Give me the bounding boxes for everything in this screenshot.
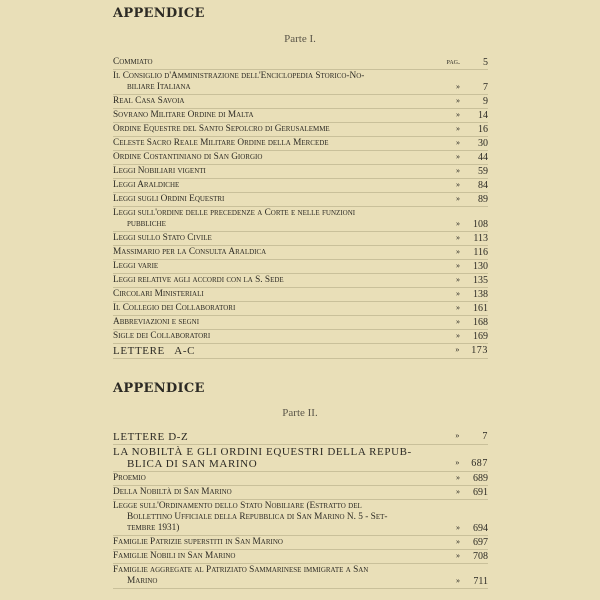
toc-entry: Ordine Costantiniano di San Giorgio » 44 [113,152,488,163]
part-1-label: Parte I. [284,33,316,45]
toc-entry: Famiglie aggregate al Patriziato Sammarinese immigrate a San Marino » 711 [113,565,488,587]
toc-entry: Leggi Araldiche » 84 [113,180,488,191]
appendix-2-heading: APPENDICE [113,381,205,396]
toc-entry: Legge sull'Ordinamento dello Stato Nobiliare (Estratto del Bollettino Ufficiale della Repubblica di San Marino N. 5 - Set- tembre 1931) » 694 [113,501,488,534]
toc-entry: LETTERE A-C » 173 [113,345,488,357]
toc-entry: LA NOBILTÀ E GLI ORDINI EQUESTRI DELLA REPUB- BLICA DI SAN MARINO » 687 [113,446,488,470]
toc-entry: Commiato pag. 5 [113,57,488,68]
toc-entry: Leggi Nobiliari vigenti » 59 [113,166,488,177]
toc-entry: Sigle dei Collaboratori » 169 [113,331,488,342]
toc-entry: Leggi varie » 130 [113,261,488,272]
toc-entry: Circolari Ministeriali » 138 [113,289,488,300]
toc-part-1 [113,56,488,359]
toc-entry: Della Nobiltà di San Marino » 691 [113,487,488,498]
toc-entry: Ordine Equestre del Santo Sepolcro di Gerusalemme » 16 [113,124,488,135]
toc-entry: Il Collegio dei Collaboratori » 161 [113,303,488,314]
toc-entry: Leggi sullo Stato Civile » 113 [113,233,488,244]
toc-entry: Leggi relative agli accordi con la S. Sede » 135 [113,275,488,286]
toc-entry: Leggi sugli Ordini Equestri » 89 [113,194,488,205]
part-2-label: Parte II. [282,407,318,419]
toc-entry: Famiglie Nobili in San Marino » 708 [113,551,488,562]
toc-entry: LETTERE D-Z » 7 [113,431,488,443]
toc-entry: Celeste Sacro Reale Militare Ordine della Mercede » 30 [113,138,488,149]
toc-entry: Real Casa Savoia » 9 [113,96,488,107]
appendix-1-heading: APPENDICE [113,6,205,21]
toc-entry: Sovrano Militare Ordine di Malta » 14 [113,110,488,121]
toc-entry: Leggi sull'ordine delle precedenze a Corte e nelle funzioni pubbliche » 108 [113,208,488,230]
toc-entry: Proemio » 689 [113,473,488,484]
toc-part-2 [113,430,488,589]
toc-entry: Massimario per la Consulta Araldica » 116 [113,247,488,258]
toc-entry: Famiglie Patrizie superstiti in San Marino » 697 [113,537,488,548]
toc-entry: Abbreviazioni e segni » 168 [113,317,488,328]
toc-entry: Il Consiglio d'Amministrazione dell'Enciclopedia Storico-No- biliare Italiana » 7 [113,71,488,93]
